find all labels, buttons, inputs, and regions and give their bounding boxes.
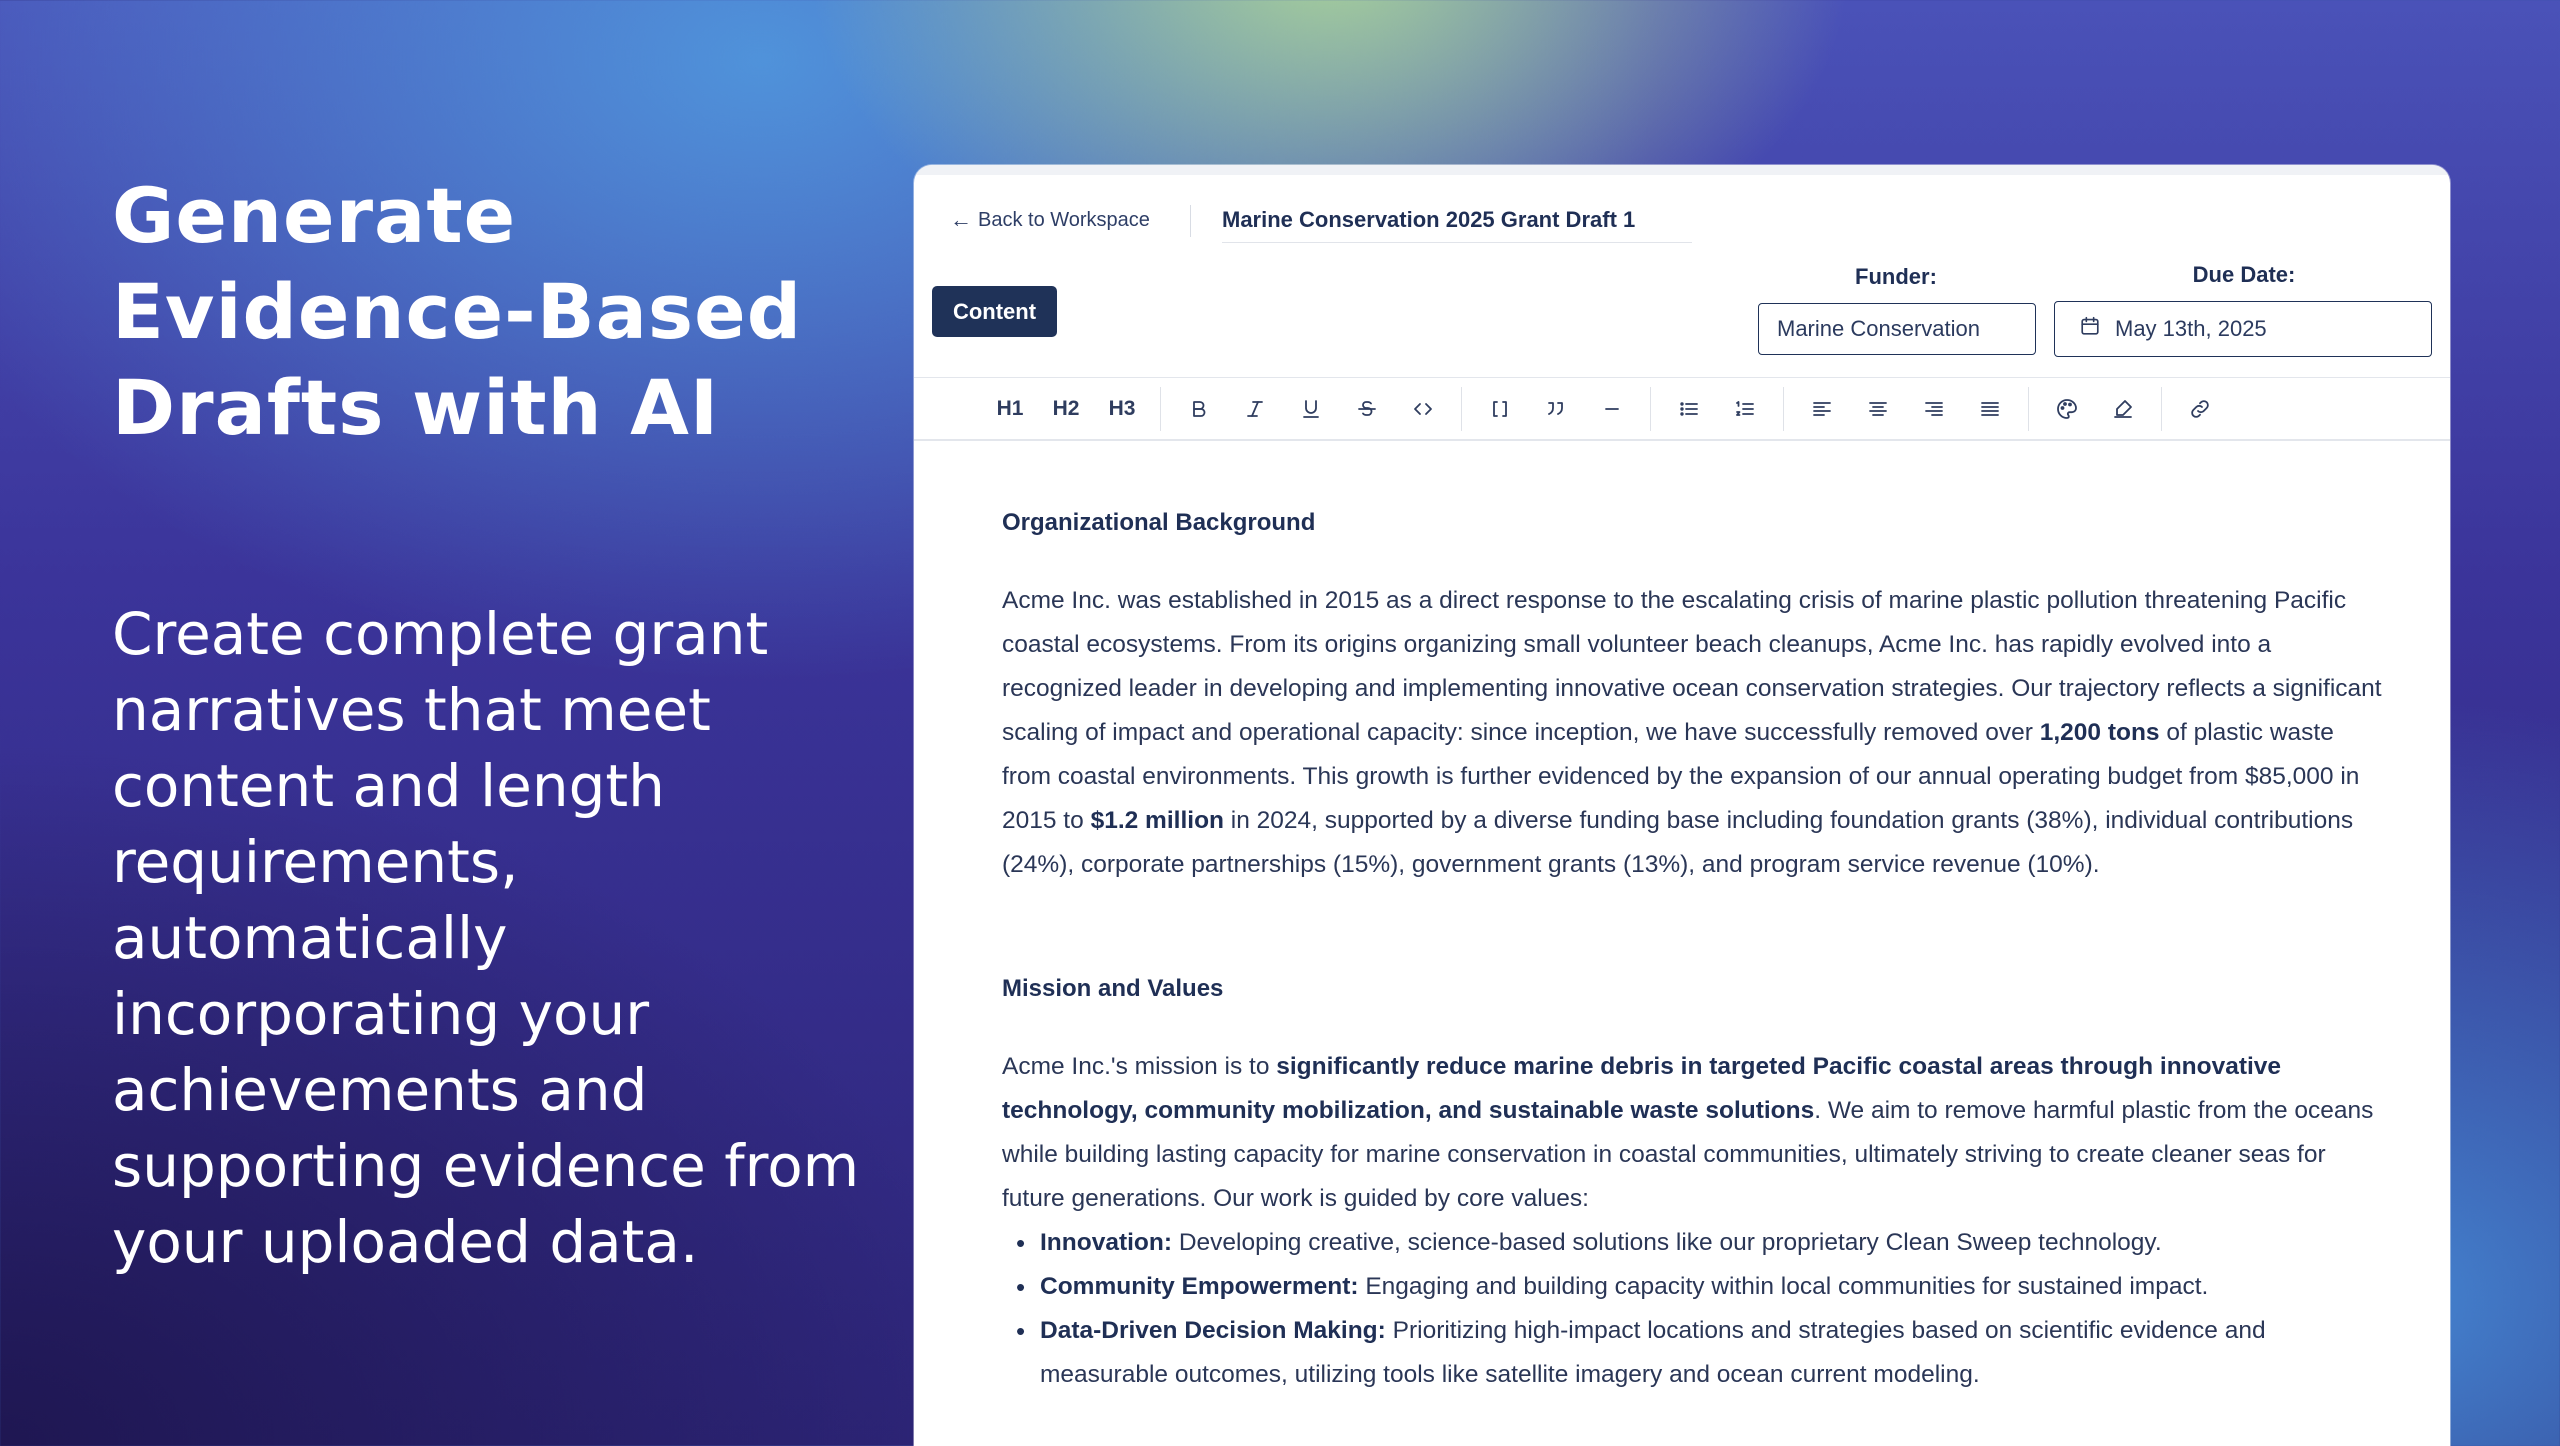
toolbar-divider bbox=[2161, 387, 2162, 431]
code-icon[interactable] bbox=[1395, 385, 1451, 433]
align-right-icon[interactable] bbox=[1906, 385, 1962, 433]
link-icon[interactable] bbox=[2172, 385, 2228, 433]
bullet-list-icon[interactable] bbox=[1661, 385, 1717, 433]
header-divider bbox=[1190, 205, 1191, 237]
document-body[interactable] bbox=[1002, 501, 2382, 1397]
hero-title: Generate Evidence-Based Drafts with AI bbox=[112, 171, 803, 452]
toolbar-divider bbox=[2028, 387, 2029, 431]
heading-3-button[interactable]: H3 bbox=[1108, 396, 1136, 420]
due-date-picker[interactable] bbox=[2054, 301, 2432, 357]
list-item bbox=[1024, 1265, 2382, 1309]
bold-icon[interactable] bbox=[1171, 385, 1227, 433]
paragraph-text: Acme Inc.'s mission is to bbox=[1002, 1053, 1277, 1080]
window-top-strip bbox=[914, 165, 2450, 175]
calendar-icon bbox=[2079, 315, 2101, 343]
heading-1-button[interactable]: H1 bbox=[996, 396, 1024, 420]
hero-description: Create complete grant narratives that meet content and length requirements, automatically incorporating your achievements and supporting evidence from your uploaded data. bbox=[112, 600, 860, 1276]
paragraph bbox=[1002, 1045, 2382, 1221]
heading-2-button[interactable]: H2 bbox=[1052, 396, 1080, 420]
paragraph-text: Acme Inc. was established in 2015 as a direct response to the escalating crisis of marine plastic pollution threatening Pacific coastal ecosystems. From its origins organizing small volunteer beach cleanups, Acme Inc. has rapidly evolved into a recognized leader in developing and implementing innovative ocean conservation strategies. Our trajectory reflects a significant scaling of impact and operational capacity: since inception, we have successfully removed over bbox=[1002, 587, 2382, 746]
value-label: Data-Driven Decision Making: bbox=[1040, 1317, 1386, 1344]
bold-text: significantly reduce marine debris in targeted Pacific coastal areas through innovative technology, community mobilization, and sustainable waste solutions bbox=[1002, 1053, 2282, 1124]
highlighter-icon[interactable] bbox=[2095, 385, 2151, 433]
toolbar-divider bbox=[1650, 387, 1651, 431]
editor-window bbox=[914, 165, 2450, 1446]
back-to-workspace-link[interactable] bbox=[950, 207, 1150, 233]
ordered-list-icon[interactable] bbox=[1717, 385, 1773, 433]
arrow-left-icon: ← bbox=[950, 207, 972, 232]
value-text: Prioritizing high-impact locations and strategies based on scientific evidence and measurable outcomes, utilizing tools like satellite imagery and ocean current modeling. bbox=[1040, 1317, 2266, 1388]
underline-icon[interactable] bbox=[1283, 385, 1339, 433]
value-text: Developing creative, science-based solutions like our proprietary Clean Sweep technology. bbox=[1172, 1229, 2162, 1256]
toolbar-divider bbox=[1461, 387, 1462, 431]
paragraph-text: in 2024, supported by a diverse funding base including foundation grants (38%), individual contributions (24%), corporate partnerships (15%), government grants (13%), and program service revenue (10%). bbox=[1002, 807, 2354, 878]
section-heading: Mission and Values bbox=[1002, 975, 1224, 1002]
funder-field[interactable] bbox=[1758, 303, 2036, 355]
funder-value: Marine Conservation bbox=[1777, 316, 1980, 341]
toolbar-divider bbox=[1783, 387, 1784, 431]
list-item bbox=[1024, 1221, 2382, 1265]
value-label: Innovation: bbox=[1040, 1229, 1173, 1256]
bold-text: $1.2 million bbox=[1090, 807, 1224, 834]
due-date-value: May 13th, 2025 bbox=[2115, 316, 2267, 341]
paragraph-text: of plastic waste from coastal environments. This growth is further evidenced by the expansion of our annual operating budget from $85,000 in 2015 to bbox=[1002, 719, 2360, 834]
value-text: Engaging and building capacity within local communities for sustained impact. bbox=[1358, 1273, 2209, 1300]
align-left-icon[interactable] bbox=[1794, 385, 1850, 433]
content-tab-button[interactable]: Content bbox=[932, 286, 1057, 337]
horizontal-rule-icon[interactable] bbox=[1584, 385, 1640, 433]
formatting-toolbar bbox=[914, 377, 2450, 441]
draft-title-input[interactable]: Marine Conservation 2025 Grant Draft 1 bbox=[1222, 199, 1692, 243]
quote-icon[interactable] bbox=[1528, 385, 1584, 433]
value-label: Community Empowerment: bbox=[1040, 1273, 1359, 1300]
align-center-icon[interactable] bbox=[1850, 385, 1906, 433]
align-justify-icon[interactable] bbox=[1962, 385, 2018, 433]
paragraph-text: . We aim to remove harmful plastic from the oceans while building lasting capacity for marine conservation in coastal communities, ultimately striving to create cleaner seas for future generations. Our work is guided by core values: bbox=[1002, 1097, 2374, 1212]
back-link-label: Back to Workspace bbox=[978, 208, 1150, 231]
values-list bbox=[1024, 1221, 2382, 1397]
strikethrough-icon[interactable] bbox=[1339, 385, 1395, 433]
funder-label: Funder: bbox=[1855, 264, 1937, 289]
paragraph bbox=[1002, 579, 2382, 887]
list-item bbox=[1024, 1309, 2382, 1397]
section-heading: Organizational Background bbox=[1002, 509, 1316, 536]
bold-text: 1,200 tons bbox=[2039, 719, 2160, 746]
brackets-icon[interactable] bbox=[1472, 385, 1528, 433]
palette-icon[interactable] bbox=[2039, 385, 2095, 433]
italic-icon[interactable] bbox=[1227, 385, 1283, 433]
toolbar-divider bbox=[1160, 387, 1161, 431]
due-date-label: Due Date: bbox=[2192, 262, 2296, 287]
